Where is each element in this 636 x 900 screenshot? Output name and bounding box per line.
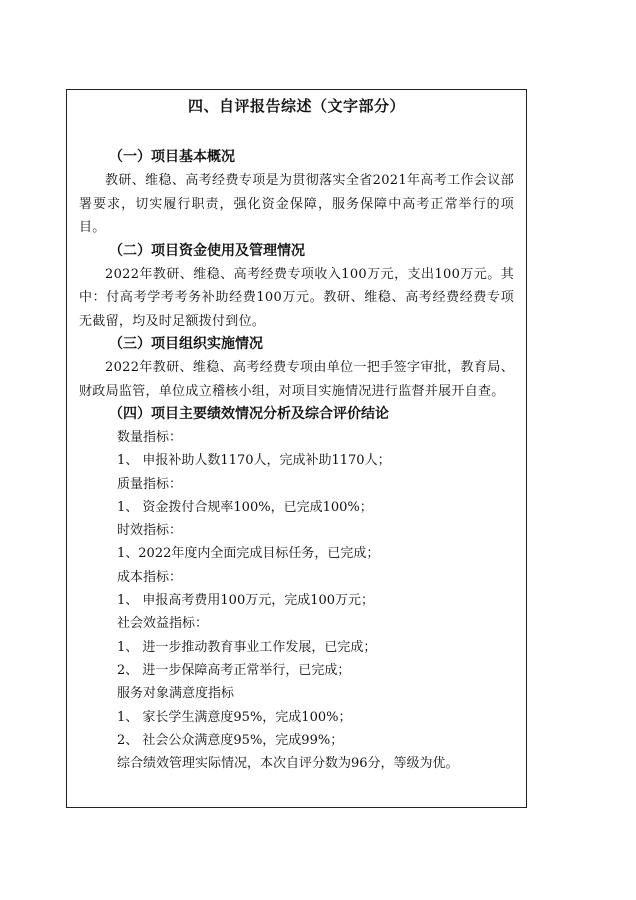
indicator-line: 1、2022年度内全面完成目标任务，已完成； (117, 546, 380, 562)
indicator-line: 2、 社会公众满意度95%，完成99%； (117, 732, 344, 748)
report-heading: 四、自评报告综述（文字部分） (187, 97, 405, 115)
indicator-heading-cost: 成本指标： (117, 569, 183, 585)
indicator-heading-quantity: 数量指标： (117, 430, 183, 445)
indicator-heading-quality: 质量指标： (117, 476, 183, 492)
section-title: （一）项目基本概况 (109, 149, 235, 165)
indicator-line: 1、 申报高考费用100万元，完成100万元； (117, 593, 375, 609)
indicator-heading-social-benefit: 社会效益指标： (117, 616, 209, 632)
section-paragraph: 2022年教研、维稳、高考经费专项由单位一把手签字审批，教育局、财政局监管，单位成立稽核小组，对项目实施情况进行监督并展开自查。 (79, 360, 514, 399)
indicator-line: 1、 进一步推动教育事业工作发展，已完成； (117, 639, 377, 655)
report-frame (66, 89, 527, 808)
section-title: （三）项目组织实施情况 (109, 336, 263, 352)
section-title: （四）项目主要绩效情况分析及综合评价结论 (109, 406, 389, 422)
section-performance (79, 403, 514, 775)
section-fund-usage (79, 240, 514, 334)
section-paragraph: 教研、维稳、高考经费专项是为贯彻落实全省2021年高考工作会议部署要求，切实履行职责，强化资金保障，服务保障中高考正常举行的项目。 (79, 173, 514, 235)
section-paragraph: 2022年教研、维稳、高考经费专项收入100万元，支出100万元。其中：付高考学考考务补助经费100万元。教研、维稳、高考经费经费专项无截留，均及时足额拨付到位。 (79, 266, 514, 329)
overall-conclusion: 综合绩效管理实际情况，本次自评分数为96分，等级为优。 (117, 756, 459, 772)
section-implementation (79, 333, 514, 403)
indicator-line: 1、 家长学生满意度95%，完成100%； (117, 709, 352, 725)
section-title: （二）项目资金使用及管理情况 (109, 242, 305, 259)
indicator-line: 2、 进一步保障高考正常举行，已完成； (117, 662, 351, 678)
indicator-heading-satisfaction: 服务对象满意度指标 (117, 686, 235, 702)
indicator-line: 1、 申报补助人数1170人，完成补助1170人； (117, 453, 391, 469)
indicator-line: 1、 资金拨付合规率100%，已完成100%； (117, 499, 373, 515)
report-body (79, 146, 514, 775)
indicator-heading-timeliness: 时效指标： (117, 523, 183, 539)
section-basic-overview (79, 146, 514, 240)
